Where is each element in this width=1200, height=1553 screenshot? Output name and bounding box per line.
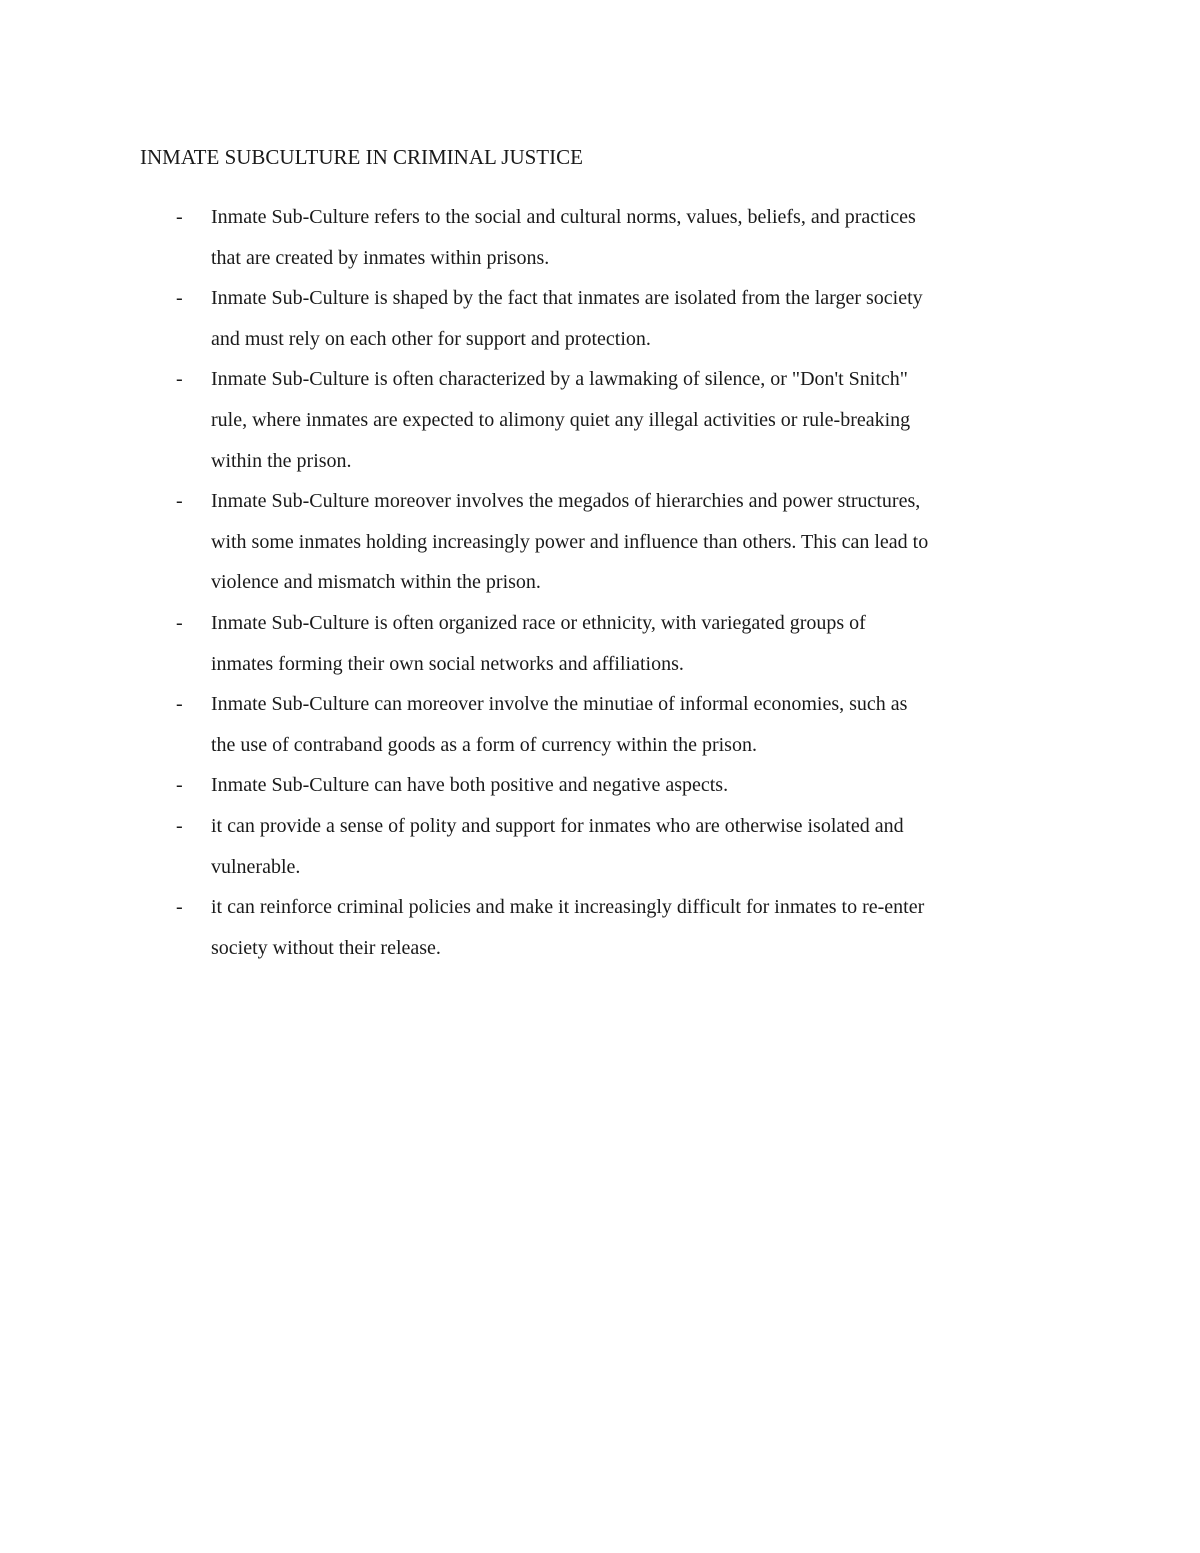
list-item: [0, 684, 1200, 765]
bullet-text: [211, 603, 1071, 684]
bullet-line: violence and mismatch within the prison.: [211, 571, 541, 594]
list-item: [0, 359, 1200, 481]
bullet-line: Inmate Sub-Culture can have both positive and negative aspects.: [211, 774, 729, 797]
bullet-list: [0, 197, 1200, 968]
bullet-dash: -: [176, 814, 183, 837]
bullet-line: and must rely on each other for support and protection.: [211, 327, 651, 350]
bullet-dash: -: [176, 774, 183, 797]
bullet-line: it can reinforce criminal policies and make it increasingly difficult for inmates to re-enter: [211, 896, 925, 919]
list-item: [0, 197, 1200, 278]
bullet-line: Inmate Sub-Culture is often organized race or ethnicity, with variegated groups of: [211, 611, 866, 634]
list-item: [0, 806, 1200, 887]
bullet-line: Inmate Sub-Culture can moreover involve the minutiae of informal economies, such as: [211, 693, 908, 716]
bullet-text: [211, 887, 1071, 968]
bullet-dash: -: [176, 611, 183, 634]
bullet-line: society without their release.: [211, 936, 441, 959]
bullet-line: inmates forming their own social networks and affiliations.: [211, 652, 684, 675]
bullet-line: vulnerable.: [211, 855, 301, 878]
list-item: [0, 278, 1200, 359]
bullet-line: Inmate Sub-Culture moreover involves the megados of hierarchies and power structures,: [211, 490, 921, 513]
bullet-line: Inmate Sub-Culture is often characterized by a lawmaking of silence, or "Don't Snitch": [211, 368, 908, 391]
list-item: [0, 765, 1200, 806]
bullet-line: the use of contraband goods as a form of currency within the prison.: [211, 733, 757, 756]
bullet-line: Inmate Sub-Culture is shaped by the fact that inmates are isolated from the larger society: [211, 287, 923, 310]
bullet-dash: -: [176, 206, 183, 228]
document-title: INMATE SUBCULTURE IN CRIMINAL JUSTICE: [140, 145, 583, 169]
bullet-line: it can provide a sense of polity and support for inmates who are otherwise isolated and: [211, 814, 904, 837]
bullet-text: [211, 806, 1071, 887]
bullet-dash: -: [176, 287, 183, 310]
list-item: [0, 603, 1200, 684]
bullet-text: [211, 684, 1071, 765]
bullet-dash: -: [176, 368, 183, 391]
bullet-line: Inmate Sub-Culture refers to the social and cultural norms, values, beliefs, and practices: [211, 206, 916, 228]
bullet-line: that are created by inmates within prisons.: [211, 246, 550, 269]
bullet-line: within the prison.: [211, 449, 352, 472]
bullet-dash: -: [176, 490, 183, 513]
bullet-text: [211, 278, 1071, 359]
bullet-dash: -: [176, 693, 183, 716]
bullet-dash: -: [176, 896, 183, 919]
list-item: [0, 481, 1200, 603]
bullet-text: [211, 197, 1071, 278]
list-item: [0, 887, 1200, 968]
bullet-text: [211, 765, 1071, 806]
bullet-text: [211, 359, 1071, 481]
bullet-text: [211, 481, 1071, 603]
bullet-line: rule, where inmates are expected to alimony quiet any illegal activities or rule-breaking: [211, 408, 911, 431]
bullet-line: with some inmates holding increasingly power and influence than others. This can lead to: [211, 530, 929, 553]
